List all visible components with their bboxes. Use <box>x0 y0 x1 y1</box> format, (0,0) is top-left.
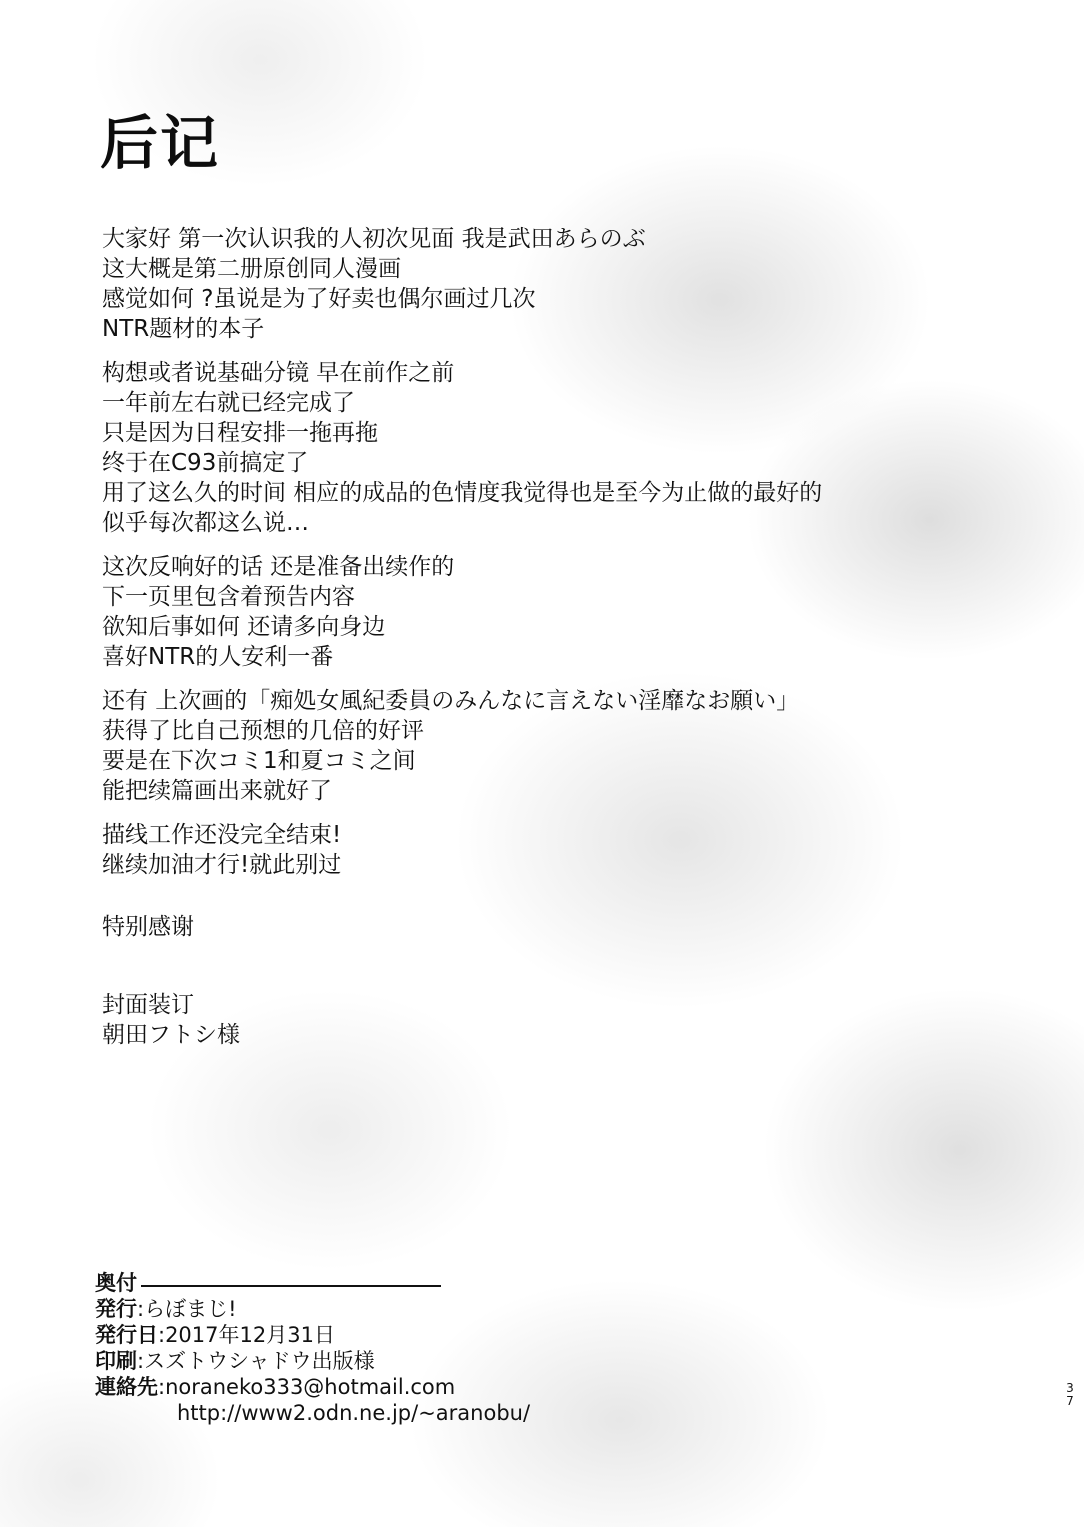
text-line: 欲知后事如何 还请多向身边 <box>102 614 386 640</box>
colophon-label: 連絡先 <box>95 1375 158 1399</box>
text-line: 喜好NTR的人安利一番 <box>102 644 334 670</box>
colophon-label: 発行 <box>95 1297 137 1321</box>
colophon-url: http://www2.odn.ne.jp/~aranobu/ <box>177 1401 531 1425</box>
paragraph-closing <box>102 820 1002 880</box>
text-line: 要是在下次コミ1和夏コミ之间 <box>102 748 416 774</box>
colophon-value: :2017年12月31日 <box>158 1323 335 1347</box>
text-line: 特别感谢 <box>102 914 194 940</box>
colophon-row-contact <box>95 1374 595 1400</box>
text-line: 大家好 第一次认识我的人初次见面 我是武田あらのぶ <box>102 226 646 252</box>
page-number-digit: 7 <box>1066 1394 1074 1408</box>
text-line: 能把续篇画出来就好了 <box>102 778 332 804</box>
text-line: 只是因为日程安排一拖再拖 <box>102 420 378 446</box>
colophon-value: :スズトウシャドウ出版様 <box>137 1349 375 1373</box>
text-line: 构想或者说基础分镜 早在前作之前 <box>102 360 455 386</box>
page-number-digit: 3 <box>1066 1381 1074 1395</box>
colophon-label: 発行日 <box>95 1323 158 1347</box>
colophon-row-printer <box>95 1348 595 1374</box>
colophon-heading-row <box>95 1270 595 1296</box>
text-line: 用了这么久的时间 相应的成品的色情度我觉得也是至今为止做的最好的 <box>102 480 823 506</box>
colophon-value: :noraneko333@hotmail.com <box>158 1375 456 1399</box>
colophon-heading: 奥付 <box>95 1271 137 1295</box>
text-line: 这大概是第二册原创同人漫画 <box>102 256 401 282</box>
colophon-rule <box>141 1285 441 1287</box>
paragraph-production <box>102 358 1002 538</box>
colophon <box>95 1270 595 1426</box>
text-line: 感觉如何 ?虽说是为了好卖也偶尔画过几次 <box>102 286 536 312</box>
text-line: 一年前左右就已经完成了 <box>102 390 355 416</box>
paragraph-cover-credit <box>102 990 1002 1050</box>
text-line: 继续加油才行!就此别过 <box>102 852 342 878</box>
paragraph-greeting <box>102 224 1002 344</box>
paragraph-previous-work <box>102 686 1002 806</box>
paragraph-sequel <box>102 552 1002 672</box>
afterword-body <box>102 224 1002 1064</box>
colophon-label: 印刷 <box>95 1349 137 1373</box>
colophon-row-date <box>95 1322 595 1348</box>
text-line: NTR题材的本子 <box>102 316 265 342</box>
paragraph-special-thanks <box>102 912 1002 942</box>
text-line: 这次反响好的话 还是准备出续作的 <box>102 554 455 580</box>
text-line: 封面装订 <box>102 992 194 1018</box>
text-line: 获得了比自己预想的几倍的好评 <box>102 718 424 744</box>
text-line: 描线工作还没完全结束! <box>102 822 342 848</box>
text-line: 似乎每次都这么说… <box>102 510 309 536</box>
colophon-value: :らぼまじ! <box>137 1297 237 1321</box>
text-line: 朝田フトシ様 <box>102 1022 240 1048</box>
page-title: 后记 <box>100 109 221 177</box>
text-line: 终于在C93前搞定了 <box>102 450 309 476</box>
page-number <box>1064 1382 1076 1408</box>
text-line: 下一页里包含着预告内容 <box>102 584 355 610</box>
text-line: 还有 上次画的「痴処女風紀委員のみんなに言えない淫靡なお願い」 <box>102 688 800 714</box>
colophon-row-publisher <box>95 1296 595 1322</box>
